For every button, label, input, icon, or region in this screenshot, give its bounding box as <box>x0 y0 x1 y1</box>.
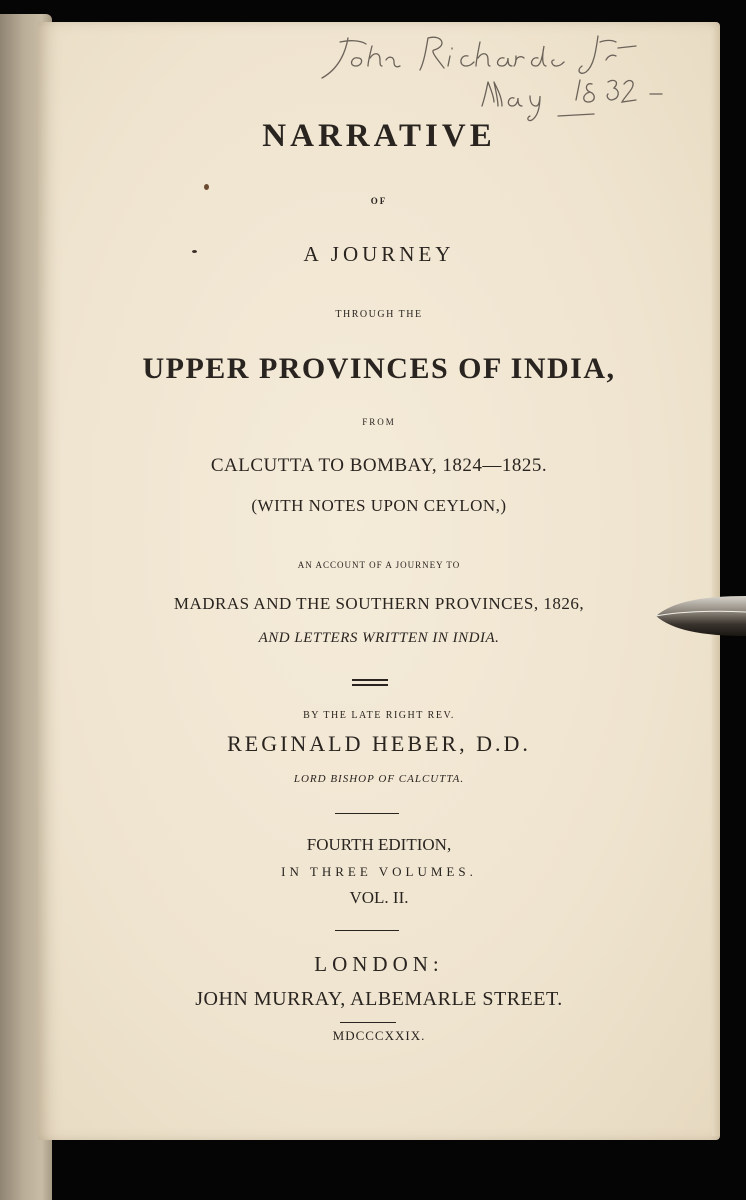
divider-rule <box>340 1022 396 1023</box>
divider-rule <box>335 813 399 814</box>
title-account-of-journey: AN ACCOUNT OF A JOURNEY TO <box>297 560 461 570</box>
author-title: LORD BISHOP OF CALCUTTA. <box>293 773 465 785</box>
title-journey: A JOURNEY <box>303 242 455 266</box>
imprint-city: LONDON: <box>314 952 444 976</box>
volumes-label: IN THREE VOLUMES. <box>281 864 477 879</box>
divider-rule <box>335 930 399 931</box>
handwritten-inscription <box>300 20 680 130</box>
author-by-line: BY THE LATE RIGHT REV. <box>303 710 455 721</box>
edition-label: FOURTH EDITION, <box>306 835 452 854</box>
double-rule-bottom <box>352 684 388 686</box>
metal-clip <box>652 592 746 640</box>
volume-number: VOL. II. <box>349 888 409 907</box>
title-letters: AND LETTERS WRITTEN IN INDIA. <box>258 630 500 646</box>
title-upper-provinces: UPPER PROVINCES OF INDIA, <box>142 352 616 385</box>
title-calcutta-to-bombay: CALCUTTA TO BOMBAY, 1824—1825. <box>210 455 548 476</box>
title-of: OF <box>370 196 388 206</box>
title-notes-upon-ceylon: (WITH NOTES UPON CEYLON,) <box>251 496 507 515</box>
foxing-spot <box>204 184 209 190</box>
author-name: REGINALD HEBER, D.D. <box>227 731 531 756</box>
imprint-publisher: JOHN MURRAY, ALBEMARLE STREET. <box>195 988 563 1010</box>
double-rule-top <box>352 679 388 681</box>
title-through-the: THROUGH THE <box>335 309 423 320</box>
title-narrative: NARRATIVE <box>262 118 496 154</box>
imprint-date: MDCCCXXIX. <box>332 1028 426 1043</box>
title-from: FROM <box>362 417 396 427</box>
title-madras: MADRAS AND THE SOUTHERN PROVINCES, 1826, <box>173 594 585 613</box>
